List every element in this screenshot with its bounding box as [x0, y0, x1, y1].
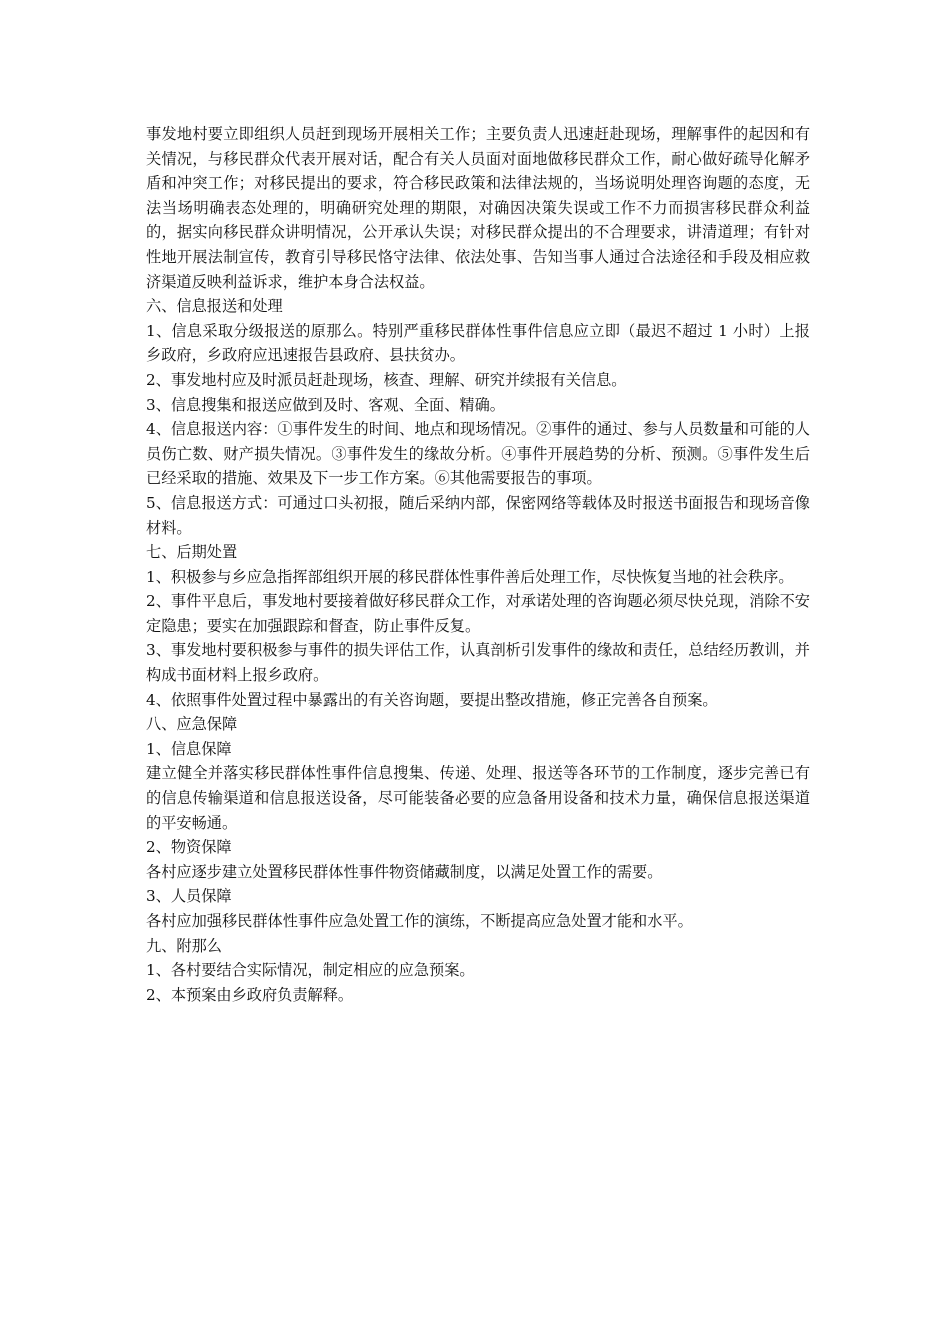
list-item: 1、积极参与乡应急指挥部组织开展的移民群体性事件善后处理工作，尽快恢复当地的社会秩序。 [146, 567, 794, 586]
list-item: 3、事发地村要积极参与事件的损失评估工作，认真剖析引发事件的缘故和责任，总结经历教训，并构成书面材料上报乡政府。 [146, 641, 810, 685]
body-paragraph: 各村应加强移民群体性事件应急处置工作的演练，不断提高应急处置才能和水平。 [146, 912, 693, 930]
list-item: 2、事件平息后，事发地村要接着做好移民群众工作，对承诺处理的咨询题必须尽快兑现，消除不安定隐患；要实在加强跟踪和督查，防止事件反复。 [146, 592, 810, 635]
section-heading: 六、信息报送和处理 [146, 297, 283, 316]
body-paragraph: 事发地村要立即组织人员赶到现场开展相关工作；主要负责人迅速赶赴现场，理解事件的起因和有关情况，与移民群众代表开展对话，配合有关人员面对面地做移民群众工作，耐心做好疏导化解矛盾和冲突工作；对移民提出的要求，符合移民政策和法律法规的，当场说明处理咨询题的态度，无法当场明确表态处理的，明确研究处理的期限，对确因决策失误或工作不力而损害移民群众利益的，据实向移民群众讲明情况，公开承认失误；对移民群众提出的不合理要求，讲清道理；有针对性地开展法制宣传，教育引导移民恪守法律、依法处事、告知当事人通过合法途径和手段及相应救济渠道反映利益诉求，维护本身合法权益。 [146, 125, 810, 291]
list-item: 2、事发地村应及时派员赶赴现场，核查、理解、研究并续报有关信息。 [146, 370, 627, 389]
body-paragraph: 建立健全并落实移民群体性事件信息搜集、传递、处理、报送等各环节的工作制度，逐步完善已有的信息传输渠道和信息报送设备，尽可能装备必要的应急备用设备和技术力量，确保信息报送渠道的平安畅通。 [146, 764, 810, 832]
section-heading: 七、后期处置 [146, 543, 238, 562]
section-heading: 八、应急保障 [146, 715, 238, 734]
body-paragraph: 各村应逐步建立处置移民群体性事件物资储藏制度，以满足处置工作的需要。 [146, 862, 663, 881]
subsection-heading: 3、人员保障 [146, 887, 232, 906]
list-item: 1、各村要结合实际情况，制定相应的应急预案。 [146, 961, 475, 980]
list-item: 4、依照事件处置过程中暴露出的有关咨询题，要提出整改措施，修正完善各自预案。 [146, 690, 718, 709]
list-item: 3、信息搜集和报送应做到及时、客观、全面、精确。 [146, 395, 505, 414]
subsection-heading: 1、信息保障 [146, 739, 232, 758]
section-heading: 九、附那么 [146, 936, 222, 955]
list-item: 1、信息采取分级报送的原那么。特别严重移民群体性事件信息应立即（最迟不超过 1 小时）上报乡政府，乡政府应迅速报告县政府、县扶贫办。 [146, 321, 810, 365]
subsection-heading: 2、物资保障 [146, 838, 232, 857]
list-item: 2、本预案由乡政府负责解释。 [146, 985, 354, 1004]
document-body [146, 122, 810, 1007]
list-item: 4、信息报送内容：①事件发生的时间、地点和现场情况。②事件的通过、参与人员数量和可能的人员伤亡数、财产损失情况。③事件发生的缘故分析。④事件开展趋势的分析、预测。⑤事件发生后已经采取的措施、效果及下一步工作方案。⑥其他需要报告的事项。 [146, 420, 810, 488]
list-item: 5、信息报送方式：可通过口头初报，随后采纳内部，保密网络等载体及时报送书面报告和现场音像材料。 [146, 493, 810, 537]
